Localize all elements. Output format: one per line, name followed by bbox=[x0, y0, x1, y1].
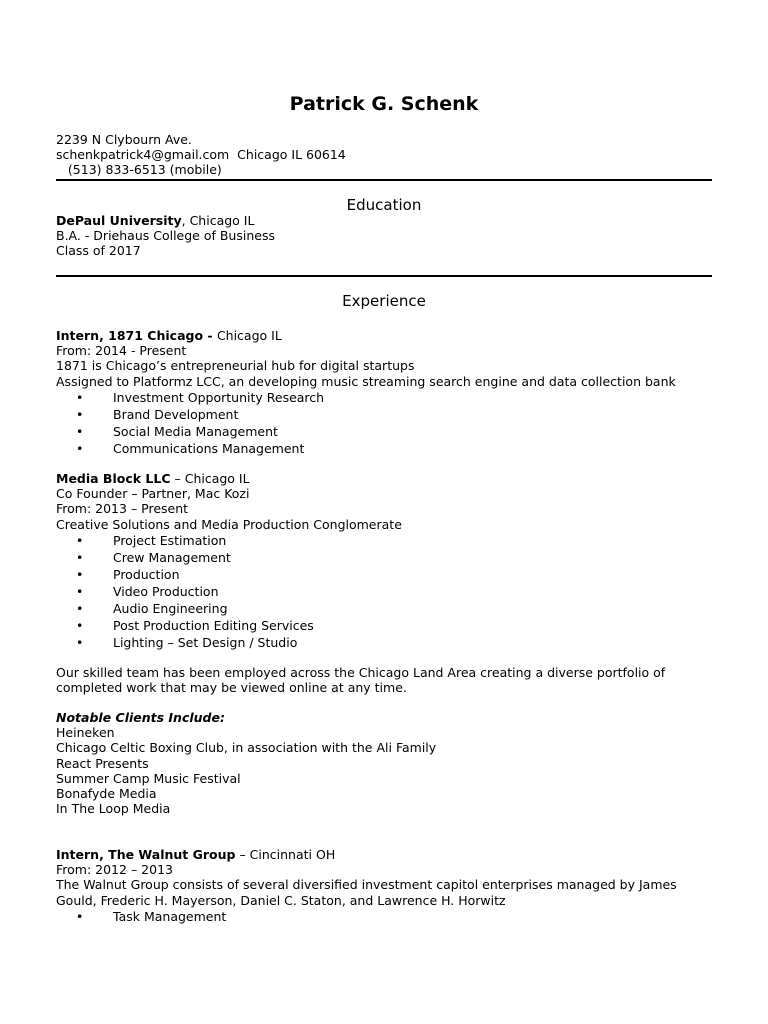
job-description: The Walnut Group consists of several diversified investment capitol enterprises managed by James bbox=[56, 877, 677, 893]
bullet-icon: • bbox=[76, 532, 84, 548]
job-1871 bbox=[56, 328, 716, 457]
school-name: DePaul University bbox=[56, 213, 182, 228]
job-description: 1871 is Chicago’s entrepreneurial hub for digital startups bbox=[56, 358, 415, 374]
contact-block bbox=[56, 132, 716, 178]
list-item-text: Social Media Management bbox=[113, 423, 278, 439]
bullet-icon: • bbox=[76, 406, 84, 422]
bullet-icon: • bbox=[76, 566, 84, 582]
client-name: React Presents bbox=[56, 755, 149, 771]
address: 2239 N Clybourn Ave. bbox=[56, 132, 192, 147]
list-item-text: Investment Opportunity Research bbox=[113, 389, 325, 405]
school-location: , Chicago IL bbox=[181, 213, 255, 228]
bullet-icon: • bbox=[76, 634, 84, 650]
job-description: Gould, Frederic H. Mayerson, Daniel C. Staton, and Lawrence H. Horwitz bbox=[56, 892, 506, 908]
job-title-line bbox=[56, 847, 716, 862]
list-item bbox=[56, 423, 716, 440]
list-item bbox=[56, 532, 716, 549]
list-item-text: Communications Management bbox=[113, 440, 305, 456]
divider-rule bbox=[56, 275, 712, 277]
list-item-text: Audio Engineering bbox=[113, 600, 228, 616]
list-item bbox=[56, 600, 716, 617]
list-item bbox=[56, 549, 716, 566]
client-name: Heineken bbox=[56, 725, 115, 741]
phone: (513) 833-6513 (mobile) bbox=[56, 162, 222, 178]
job-title-line bbox=[56, 328, 716, 343]
bullet-icon: • bbox=[76, 908, 84, 924]
job-location: – Chicago IL bbox=[170, 471, 250, 486]
list-item-text: Crew Management bbox=[113, 549, 231, 565]
list-item-text: Production bbox=[113, 566, 180, 582]
media-block-paragraph bbox=[56, 665, 716, 695]
list-item bbox=[56, 634, 716, 651]
job-bullet-list bbox=[56, 908, 716, 925]
job-description: Creative Solutions and Media Production Conglomerate bbox=[56, 516, 402, 532]
paragraph-line: completed work that may be viewed online at any time. bbox=[56, 680, 407, 696]
client-name: Summer Camp Music Festival bbox=[56, 770, 241, 786]
client-name: Bonafyde Media bbox=[56, 786, 157, 802]
class-of: Class of 2017 bbox=[56, 243, 141, 259]
list-item-text: Lighting – Set Design / Studio bbox=[113, 634, 298, 650]
job-title-line bbox=[56, 471, 716, 486]
list-item-text: Task Management bbox=[113, 908, 227, 924]
bullet-icon: • bbox=[76, 389, 84, 405]
list-item-text: Video Production bbox=[113, 583, 219, 599]
bullet-icon: • bbox=[76, 549, 84, 565]
job-title: Intern, 1871 Chicago - bbox=[56, 328, 217, 343]
list-item-text: Brand Development bbox=[113, 406, 239, 422]
bullet-icon: • bbox=[76, 617, 84, 633]
education-block bbox=[56, 213, 716, 259]
list-item-text: Post Production Editing Services bbox=[113, 617, 314, 633]
divider-rule bbox=[56, 179, 712, 181]
education-heading: Education bbox=[346, 196, 422, 214]
bullet-icon: • bbox=[76, 440, 84, 456]
bullet-icon: • bbox=[76, 600, 84, 616]
list-item bbox=[56, 908, 716, 925]
job-dates: From: 2012 – 2013 bbox=[56, 862, 173, 878]
degree: B.A. - Driehaus College of Business bbox=[56, 228, 275, 244]
clients-heading bbox=[56, 710, 716, 725]
job-location: Chicago IL bbox=[216, 328, 282, 343]
job-walnut-group bbox=[56, 847, 716, 925]
resume-name: Patrick G. Schenk bbox=[289, 93, 479, 115]
job-dates: From: 2013 – Present bbox=[56, 501, 189, 517]
job-bullet-list bbox=[56, 532, 716, 651]
job-media-block bbox=[56, 471, 716, 651]
job-description: Assigned to Platformz LCC, an developing music streaming search engine and data collection bank bbox=[56, 373, 676, 389]
list-item bbox=[56, 406, 716, 423]
job-dates: From: 2014 - Present bbox=[56, 343, 187, 359]
job-role: Co Founder – Partner, Mac Kozi bbox=[56, 486, 250, 502]
education-school-line bbox=[56, 213, 716, 228]
email-city: schenkpatrick4@gmail.com Chicago IL 60614 bbox=[56, 147, 346, 163]
list-item bbox=[56, 566, 716, 583]
paragraph-line: Our skilled team has been employed across the Chicago Land Area creating a diverse portfolio of bbox=[56, 665, 666, 680]
bullet-icon: • bbox=[76, 423, 84, 439]
notable-clients bbox=[56, 710, 716, 816]
bullet-icon: • bbox=[76, 583, 84, 599]
job-location: – Cincinnati OH bbox=[235, 847, 336, 862]
client-name: Chicago Celtic Boxing Club, in association with the Ali Family bbox=[56, 740, 437, 756]
experience-heading: Experience bbox=[342, 292, 426, 310]
list-item bbox=[56, 389, 716, 406]
list-item bbox=[56, 617, 716, 634]
list-item bbox=[56, 440, 716, 457]
job-bullet-list bbox=[56, 389, 716, 457]
client-name: In The Loop Media bbox=[56, 801, 171, 817]
list-item-text: Project Estimation bbox=[113, 532, 227, 548]
job-title: Media Block LLC bbox=[56, 471, 171, 486]
job-title: Intern, The Walnut Group bbox=[56, 847, 236, 862]
list-item bbox=[56, 583, 716, 600]
clients-heading-text: Notable Clients Include: bbox=[56, 710, 225, 725]
